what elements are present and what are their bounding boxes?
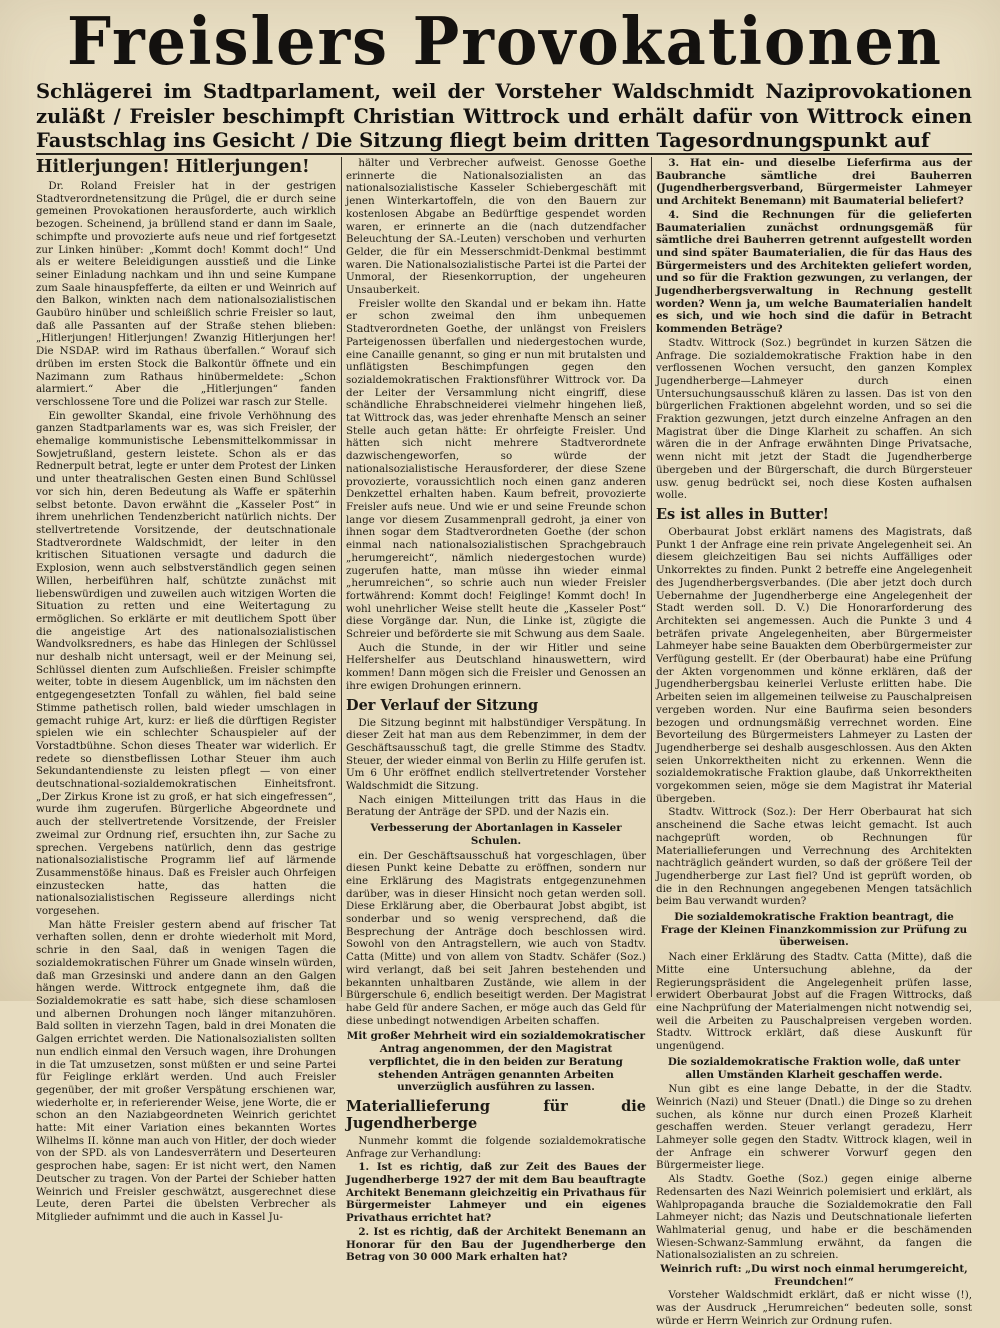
col3-paragraph: Nun gibt es eine lange Debatte, in der die Stadtv. Weinrich (Nazi) und Steuer (Dnatl.) die Dinge so zu drehen suchen, als könne nur durch einen Prozeß Klarheit geschaffen werden. Steuer verlangt geradezu, Herr Lahmeyer solle gegen den Stadtv. Wittrock klagen, weil in der Anfrage ein schwerer Vorwurf gegen den Bürgermeister liege. xyxy=(656,1083,972,1172)
col1-paragraph: Dr. Roland Freisler hat in der gestrigen Stadtverordnetensitzung die Prügel, die er durch seine gemeinen Provokationen herausforderte, auch wirklich bezogen. Scheinend, ja brüllend stand er dann im Saale, schimpfte und provozierte aufs neue und rief fortgesetzt zur Linken hinüber: „Kommt doch! Kommt doch!“ Und als er weitere Beleidigungen ausstieß und die Linke seiner Einladung nachkam und ihn und seine Kumpane zum Saale hinauspfefferte, da eilten er und Weinrich auf den Balkon, winkten nach dem nationalsozialistischen Gaubüro hinüber und schleißlich schrie Freisler so laut, daß alle Passanten auf der Straße stehen blieben: „Hitlerjungen! Hitlerjungen! Zwanzig Hitlerjungen her! Die NSDAP. wird im Rathaus überfallen.“ Worauf sich drüben im ersten Stock die Balkontür öffnete und ein Nazimann zum Rathaus hinübermeldete: „Schon alarmiert.“ Aber die „Hitlerjungen“ fanden verschlossene Tore und die Polizei war rasch zur Stelle. xyxy=(36,180,336,408)
col2-subheading: Verbesserung der Abortanlagen in Kasseler Schulen. xyxy=(370,822,622,847)
col3-paragraph: Stadtv. Wittrock (Soz.) begründet in kurzen Sätzen die Anfrage. Die sozialdemokratische Fraktion habe in den verflossenen Wochen versucht, den ganzen Komplex Jugendherberge—Lahmeyer durch einen Untersuchungsausschuß klären zu lassen. Das ist von den bürgerlichen Fraktionen abgelehnt worden, und so sei die Fraktion gezwungen, jetzt durch einzelne Anfragen an den Magistrat über die Dinge Klarheit zu schaffen. An sich wären die in der Anfrage erwähnten Dinge Privatsache, wenn nicht mit jetzt der Stadt die Jugendherberge übergeben und der Bürgerschaft, die durch Bürgersteuer usw. genug bedrückt sei, noch diese Kosten aufhalsen wolle. xyxy=(656,336,972,502)
header-rule xyxy=(36,153,972,155)
column-divider xyxy=(651,157,652,997)
col2-section-heading: Materiallieferung für die Jugendherberge xyxy=(346,1097,646,1132)
col2-paragraph: ein. Der Geschäftsausschuß hat vorgeschlagen, über diesen Punkt keine Debatte zu eröffnen, sondern nur eine Erklärung des Magistrats entgegenzunehmen darüber, was in dieser Hinsicht noch getan werden soll. Diese Erklärung aber, die Oberbaurat Jobst abgibt, ist sonderbar und so wenig versprechend, daß die Besprechung der Anträge doch beschlossen wird. Sowohl von den Antragstellern, wie auch von Stadtv. Catta (Mitte) und von allem von Stadtv. Schäfer (Soz.) wird verlangt, daß bei seit Jahren bestehenden und bekannten unhaltbaren Zustände, wie allem in der Bürgerschule 6, endlich beseitigt werden. Der Magistrat habe Geld für andere Sachen, er möge auch das Geld für diese unbedingt notwendigen Arbeiten schaffen. xyxy=(346,849,646,1027)
column-2 xyxy=(346,157,646,1264)
col2-paragraph: 1. Ist es richtig, daß zur Zeit des Baues der Jugendherberge 1927 der mit dem Bau beauftragte Architekt Benemann gleichzeitig ein Privathaus für Bürgermeister Lahmeyer und ein eigenes Privathaus errichtet hat? xyxy=(346,1161,646,1225)
col1-paragraph: Ein gewollter Skandal, eine frivole Verhöhnung des ganzen Stadtparlaments war es, was sich Freisler, der ehemalige kommunistische Lebensmittelkommissar in Sowjetrußland, gestern leistete. Schon als er das Rednerpult betrat, legte er unter dem Protest der Linken und unter theatralischen Gesten einen Bund Schlüssel vor sich hin, deren Bedeutung als Waffe er späterhin selbst betonte. Davon erwähnt die „Kasseler Post“ in ihrem unehrlichen Tendenzbericht natürlich nichts. Der stellvertretende Vorsitzende, der deutschnationale Stadtverordnete Waldschmidt, der leiter in den kritischen Situationen versagte und dadurch die Explosion, wenn auch selbstverständlich gegen seinen Willen, herbeiführen half, schützte zunächst mit liebenswürdigen und zuweilen auch witzigen Worten die Situation zu retten und eine Weitertagung zu ermöglichen. So erklärte er mit deutlichem Spott über die angeistige Art des nationalsozialistischen Wandvolksredners, es habe das Hinlegen der Schlüssel nur deshalb nicht untersagt, weil er der Meinung sei, Schlüssel dienten zum Aufschließen. Freisler schimpfte weiter, tobte in diesem Augenblick, um im nächsten den entgegengesetzten Tonfall zu wählen, fiel bald seine Stimme pathetisch rollen, bald wieder umschlagen in gemacht ruhige Art, kurz: er ließ die dürftigen Register spielen wie ein schlechter Schauspieler auf der Vorstadtbühne. Schon dieses Theater war widerlich. Er redete so dienstbeflissen Lothar Steuer ihm auch Sekundantendienste zu leisten pflegt — von einer deutschnational-sozialdemokratischen Einheitsfront. „Der Zirkus Krone ist zu groß, er hat sich eingefressen“, wurde ihm zugerufen. Bürgerliche Abgeordnete und auch der stellvertretende Vorsitzende, der Freisler zweimal zur Ordnung rief, ersuchten ihn, zur Sache zu sprechen. Vergebens natürlich, denn das gestrige nationalsozialistische Programm lief auf lärmende Zusammenstöße hinaus. Daß es Freisler auch Ohrfeigen einzustecken hatte, das hatten die nationalsozialistischen Regisseure allerdings nicht vorgesehen. xyxy=(36,409,336,918)
col3-paragraph: Vorsteher Waldschmidt erklärt, daß er nicht wisse (!), was der Ausdruck „Herumreichen“ bedeuten solle, sonst würde er Herrn Weinrich zur Ordnung rufen. xyxy=(656,1289,972,1327)
col2-paragraph: hälter und Verbrecher aufweist. Genosse Goethe erinnerte die Nationalsozialisten an das nationalsozialistische Kasseler Schiebergeschäft mit jenen Winterkartoffeln, die von den Bauern zur kostenlosen Abgabe an Bedürftige gespendet worden waren, er erinnerte an die (nach dutzendfacher Beleuchtung der SA.-Leuten) verschoben und verhurten Gelder, die für ein Messerschmidt-Denkmal bestimmt waren. Die Nationalsozialistische Partei ist die Partei der Unmoral, der Riesenkorruption, der ungeheuren Unsauberkeit. xyxy=(346,157,646,297)
column-divider xyxy=(341,157,342,997)
headline: Freislers Provokationen xyxy=(67,3,943,80)
col3-subheading: Die sozialdemokratische Fraktion beantragt, die Frage der Kleinen Finanzkommission zur Prüfung zu überweisen. xyxy=(660,911,968,949)
col2-section-heading: Der Verlauf der Sitzung xyxy=(346,696,539,714)
subheadline: Schlägerei im Stadtparlament, weil der Vorsteher Waldschmidt Naziprovokationen zuläßt / Freisler beschimpft Christian Wittrock und erhält dafür von Wittrock einen Faustschlag ins Gesicht / Die Sitzung fliegt beim dritten Tagesordnungspunkt auf xyxy=(36,80,972,153)
col3-section-heading: Es ist alles in Butter! xyxy=(656,505,830,523)
col3-paragraph: 3. Hat ein- und dieselbe Lieferfirma aus der Baubranche sämtliche drei Bauherren (Jugendherbergsverband, Bürgermeister Lahmeyer und Architekt Benemann) mit Baumaterial beliefert? xyxy=(656,157,972,208)
column-1 xyxy=(36,157,336,1223)
col2-paragraph: Die Sitzung beginnt mit halbstündiger Verspätung. In dieser Zeit hat man aus dem Rebenzimmer, in dem der Geschäftsausschuß tagt, die grelle Stimme des Stadtv. Steuer, der wieder einmal von Berlin zu Hilfe gerufen ist. Um 6 Uhr eröffnet endlich stellvertretender Vorsteher Waldschmidt die Sitzung. xyxy=(346,716,646,793)
col3-subheading: Die sozialdemokratische Fraktion wolle, daß unter allen Umständen Klarheit geschaffen werde. xyxy=(667,1055,961,1081)
col2-paragraph: Auch die Stunde, in der wir Hitler und seine Helfershelfer aus Deutschland hinauswettern, wird kommen! Dann mögen sich die Freisler und Genossen an ihre ewigen Drohungen erinnern. xyxy=(346,641,646,692)
col3-paragraph: Oberbaurat Jobst erklärt namens des Magistrats, daß Punkt 1 der Anfrage eine rein private Angelegenheit sei. An diesem gleichzeitigen Bau sei nichts Auffälliges oder Unkorrektes zu finden. Punkt 2 betreffe eine Angelegenheit des Jugendherbergsverbandes. (Die aber jetzt doch durch Uebernahme der Jugendherberge eine Angelegenheit der Stadt werden soll. D. V.) Die Honorarforderung des Architekten sei angemessen. Auch die Punkte 3 und 4 beträfen private Angelegenheiten, aber Bürgermeister Lahmeyer habe seine Bauakten dem Oberbürgermeister zur Verfügung gestellt. Er (der Oberbaurat) habe eine Prüfung der Akten vorgenommen und könne erklären, daß der Jugendherbergsbau keinerlei Verluste erlitten habe. Die Arbeiten seien im allgemeinen teilweise zu Pauschalpreisen vergeben worden. Nur eine Baufirma seien besonders bezogen und ordnungsmäßig verrechnet worden. Eine Bevorteilung des Bürgermeisters Lahmeyer zu Lasten der Jugendherberge sei deshalb ausgeschlossen. Aus den Akten seien Unkorrektheiten nicht zu erkennen. Wenn die sozialdemokratische Fraktion glaube, daß Unkorrektheiten vorgekommen seien, möge sie dem Magistrat ihr Material übergeben. xyxy=(656,525,972,805)
col3-paragraph: Stadtv. Wittrock (Soz.): Der Herr Oberbaurat hat sich anscheinend die Sache etwas leicht gemacht. Ist auch nachgeprüft worden, ob Rechnungen für Materiallieferungen und Verrechnung des Architekten nachträglich geändert wurden, so daß der größere Teil der Jugendherberge zur Last fiel? Und ist geprüft worden, ob die in den Rechnungen angegebenen Mengen tatsächlich beim Bau verwandt wurden? xyxy=(656,806,972,908)
col2-paragraph: Freisler wollte den Skandal und er bekam ihn. Hatte er schon zweimal den ihm unbequemen Stadtverordneten Goethe, der unlängst von Freislers Parteigenossen überfallen und niedergestochen wurde, eine Canaille genannt, so ging er nun mit brutalsten und unflätigsten Beschimpfungen gegen den sozialdemokratischen Fraktionsführer Wittrock vor. Da der Leiter der Versammlung nicht eingriff, diese schändliche Ehrabschneiderei vielmehr hingehen ließ, tat Wittrock das, was jeder ehrenhafte Mensch an seiner Stelle auch getan hätte: Er ohrfeigte Freisler. Und hätten sich nicht mehrere Stadtverordnete dazwischengeworfen, so würde der nationalsozialistische Herausforderer, der diese Szene provozierte, voraussichtlich noch einen ganz anderen Denkzettel erhalten haben. Kaum befreit, provozierte Freisler aufs neue. Und wie er und seine Freunde schon lange vor diesem Zusammenprall gedroht, ja einer von ihnen sogar dem Stadtverordneten Goethe (der schon einmal nach nationalsozialistischen Sprachgebrauch „herumgereicht“, nämlich niedergestochen wurde) zugerufen hatte, man müsse ihn wieder einmal „herumreichen“, so schrie auch nun wieder Freisler fortwährend: Kommt doch! Feiglinge! Kommt doch! In wohl unehrlicher Weise stellt heute die „Kasseler Post“ diese Vorgänge dar. Nun, die Linke ist, zügigte die Schreier und beförderte sie mit Schwung aus dem Saale. xyxy=(346,297,646,641)
col2-paragraph: Nunmehr kommt die folgende sozialdemokratische Anfrage zur Verhandlung: xyxy=(346,1134,646,1160)
col3-paragraph: Nach einer Erklärung des Stadtv. Catta (Mitte), daß die Mitte eine Untersuchung ablehne, da der Regierungspräsident die Angelegenheit prüfen lasse, erwidert Oberbaurat Jobst auf die Fragen Wittrocks, daß eine Nachprüfung der Materialmengen nicht notwendig sei, weil die Arbeiten zu Pauschalpreisen vergeben worden. Stadtv. Wittrock erklärt, daß diese Auskunft für ungenügend. xyxy=(656,951,972,1053)
col1-paragraph: Man hätte Freisler gestern abend auf frischer Tat verhaften sollen, denn er drohte wiederholt mit Mord, schrie in den Saal, daß in wenigen Tagen die sozialdemokratischen Führer um Gnade winseln würden, daß man Grzesinski und andere dann an den Galgen hängen werde. Wittrock entgegnete ihm, daß die Sozialdemokratie es satt habe, sich diese schamlosen und albernen Drohungen noch länger mitanzuhören. Bald sollten in vierzehn Tagen, bald in drei Monaten die Galgen errichtet werden. Die Nationalsozialisten sollten nun endlich einmal den Versuch wagen, ihre Drohungen in die Tat umzusetzen, sonst müßten er und seine Partei für Feiglinge erklärt werden. Und auch Freisler gegenüber, der mit großer Verspätung erschienen war, wiederholte er, in referierender Weise, jene Worte, die er schon an den Naziabgeordneten Weinrich gerichtet hatte: Mit einer Variation eines bekannten Wortes Wilhelms II. könne man auch von Hitler, der doch wieder von der SPD. als von Landesverrätern und Deserteuren gesprochen habe, sagen: Er ist nicht wert, den Namen Deutscher zu tragen. Von der Partei der Schieber hatten Weinrich und Freisler geschwätzt, ausgerechnet diese Leute, deren Partei die übelsten Verbrecher als Mitglieder aufnimmt und die auch in Kassel Ju- xyxy=(36,918,336,1223)
col1-heading: Hitlerjungen! Hitlerjungen! xyxy=(36,157,310,177)
col2-paragraph: 2. Ist es richtig, daß der Architekt Benemann an Honorar für den Bau der Jugendherberge den Betrag von 30 000 Mark erhalten hat? xyxy=(346,1225,646,1264)
col3-paragraph: Weinrich ruft: „Du wirst noch einmal herumgereicht, Freundchen!“ xyxy=(660,1263,968,1288)
col3-paragraph: Als Stadtv. Goethe (Soz.) gegen einige alberne Redensarten des Nazi Weinrich polemisiert und erklärt, als Wahlpropaganda brauche die Sozialdemokratie den Fall Lahmeyer nicht; das Nazis und Deutschnationale lieferten Wahlmaterial genug, und habe er die beschämenden Wiesen-Schwanz-Sammlung erwähnt, da fangen die Nationalsozialisten an zu schreien. xyxy=(656,1173,972,1262)
col2-subheading: Mit großer Mehrheit wird ein sozialdemokratischer Antrag angenommen, der den Magistrat verpflichtet, die in den beiden zur Beratung stehenden Anträgen genannten Arbeiten unverzüglich ausführen zu lassen. xyxy=(346,1030,646,1094)
column-3 xyxy=(656,157,972,1327)
col2-paragraph: Nach einigen Mitteilungen tritt das Haus in die Beratung der Anträge der SPD. und der Nazis ein. xyxy=(346,793,646,819)
col3-paragraph: 4. Sind die Rechnungen für die gelieferten Baumaterialien zunächst ordnungsgemäß für sämtliche drei Bauherren getrennt aufgestellt worden und sind später Baumaterialien, die für das Haus des Bürgermeisters und des Architekten geliefert worden, und so für die Fraktion gezwungen, zu verlangen, der Jugendherbergsverwaltung in Rechnung gestellt worden? Wenn ja, um welche Baumaterialien handelt es sich, und wie hoch sind die dafür in Betracht kommenden Beträge? xyxy=(656,208,972,336)
